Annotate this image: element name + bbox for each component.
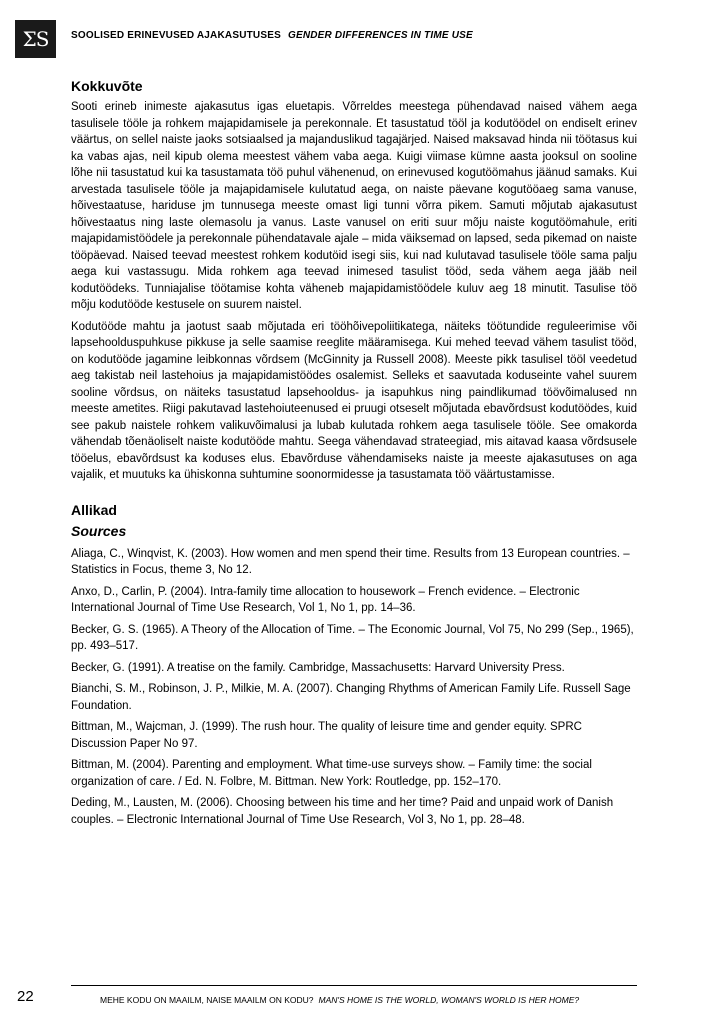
reference-item: Bittman, M., Wajcman, J. (1999). The rush hour. The quality of leisure time and gender equity. SPRC Discussion Paper No 97. (71, 721, 582, 750)
running-header-title-et: SOOLISED ERINEVUSED AJAKASUTUSES (71, 30, 281, 41)
summary-heading: Kokkuvõte (71, 78, 143, 94)
running-header (71, 30, 473, 41)
reference-item: Deding, M., Lausten, M. (2006). Choosing between his time and her time? Paid and unpaid work of Danish couples. – Electronic International Journal of Time Use Research, Vol 3, No 1, pp. 28–48. (71, 797, 614, 826)
summary-paragraph: Sooti erineb inimeste ajakasutus igas eluetapis. Võrreldes meestega pühendavad naised vähem aega tasulisele tööle ja rohkem majapidamisele ja perekonnale. Et tasustatud tööl ja kodutöödel on endiselt erinev väärtus, on sellel naiste jaoks sotsiaalsed ja majanduslikud tagajärjed. Naised maksavad hinda nii töötasus kui ka vabas ajas, neil kipub olema meestest vähem vaba aega. Kuigi viimase kümne aasta jooksul on sooline lõhe nii tasustatud kui ka tasustamata töö puhul vähenenud, on erinevused kogutöömahus jäänud samaks. Kui arvestada tasulisele tööle ja majapidamisele kulutatud aega, on naiste päevane kogutööaeg sama vanuse, hõivestaatuse, hariduse jm tunnusega meeste omast ligi tunni võrra pikem. Samuti mõjutab ajakasutust hõivestaatus ning laste olemasolu ja vanus. Laste vanusel on eriti suur mõju naiste kogutöömahule, eriti majapidamistöödele ja perekonnale pühendatavale ajale – mida väiksemad on lapsed, seda pikemad on naiste tööpäevad. Naised teevad meestest rohkem kodutöid isegi siis, kui nad kulutavad tasulisele tööle sama palju aega kui vastassugu. Mida rohkem aga teevad inimesed tasulist tööd, seda vähem aega jääb neil kodutöödeks. Tunniajalise töötamise kohta väheneb majapidamistöödele kuluv aeg 18 minutit. Tasulise töö mõju kodutööde kestusele on suurem naistel. (71, 101, 637, 311)
sources-section (71, 502, 637, 829)
reference-item: Becker, G. S. (1965). A Theory of the Allocation of Time. – The Economic Journal, Vol 75, No 299 (Sep., 1965), pp. 493–517. (71, 623, 634, 652)
summary-paragraph: Kodutööde mahtu ja jaotust saab mõjutada eri tööhõivepoliitikatega, näiteks töötundide reguleerimise või lapsehoolduspuhkuse pikkuse ja selle saamise reeglite määramisega. Kui mehed teevad vähem tasulist tööd, on kodutööde jagamine leibkonnas võrdsem (McGinnity ja Russell 2008). Meeste pikk tasulisel tööl veedetud aeg takistab neil lastehoius ja majapidamistöödes osalemist. Selleks et saavutada koduseinte vahel suurem sooline võrdsus, on näiteks tasustatud lapsehooldus- ja isapuhkus ning paindlikumad töövõimalused nn meeste ametites. Riigi pakutavad lastehoiuteenused ei pruugi otseselt mõjutada ebavõrdsust kodutöödes, kuid see pakub naistele rohkem valikuvõimalusi ja lubab kulutada rohkem aega tasulisele tööle. See omakorda vähendab tõenäoliselt naiste kodutööde mahtu. Seega vähendavad strateegiad, mis aitavad kaasa võrdsusele tööelus, ebavõrdsust ka koduses elus. Ebavõrduse vähendamiseks naiste ja meeste ajakasutuses on aga vajalik, et muutuks ka ühiskonna suhtumine soonormidesse ja tasustamata töö väärtustamisse. (71, 320, 637, 481)
reference-item: Bianchi, S. M., Robinson, J. P., Milkie, M. A. (2007). Changing Rhythms of American Family Life. Russell Sage Foundation. (71, 683, 631, 712)
page-number: 22 (17, 988, 34, 1005)
sources-heading-en: Sources (71, 522, 127, 539)
reference-item: Aliaga, C., Winqvist, K. (2003). How women and men spend their time. Results from 13 European countries. – Statistics in Focus, theme 3, No 12. (71, 547, 630, 576)
summary-section (71, 78, 637, 484)
reference-list (71, 546, 637, 829)
reference-item: Becker, G. (1991). A treatise on the family. Cambridge, Massachusetts: Harvard University Press. (71, 661, 565, 674)
footer-divider (71, 985, 637, 986)
sources-heading-et: Allikad (71, 501, 117, 518)
running-footer (100, 995, 579, 1005)
publisher-logo (15, 20, 56, 58)
page-content (71, 78, 637, 833)
reference-item: Anxo, D., Carlin, P. (2004). Intra-family time allocation to housework – French evidence. – Electronic International Journal of Time Use Research, Vol 1, No 1, pp. 14–36. (71, 585, 580, 614)
running-footer-title-en: MAN'S HOME IS THE WORLD, WOMAN'S WORLD IS HER HOME? (318, 995, 580, 1005)
logo-text: ΣS (22, 27, 49, 51)
running-footer-title-et: MEHE KODU ON MAAILM, NAISE MAAILM ON KODU? (100, 995, 314, 1005)
running-header-title-en: GENDER DIFFERENCES IN TIME USE (287, 30, 473, 41)
reference-item: Bittman, M. (2004). Parenting and employment. What time-use surveys show. – Family time: the social organization of care. / Ed. N. Folbre, M. Bittman. New York: Routledge, pp. 152–170. (71, 759, 592, 788)
